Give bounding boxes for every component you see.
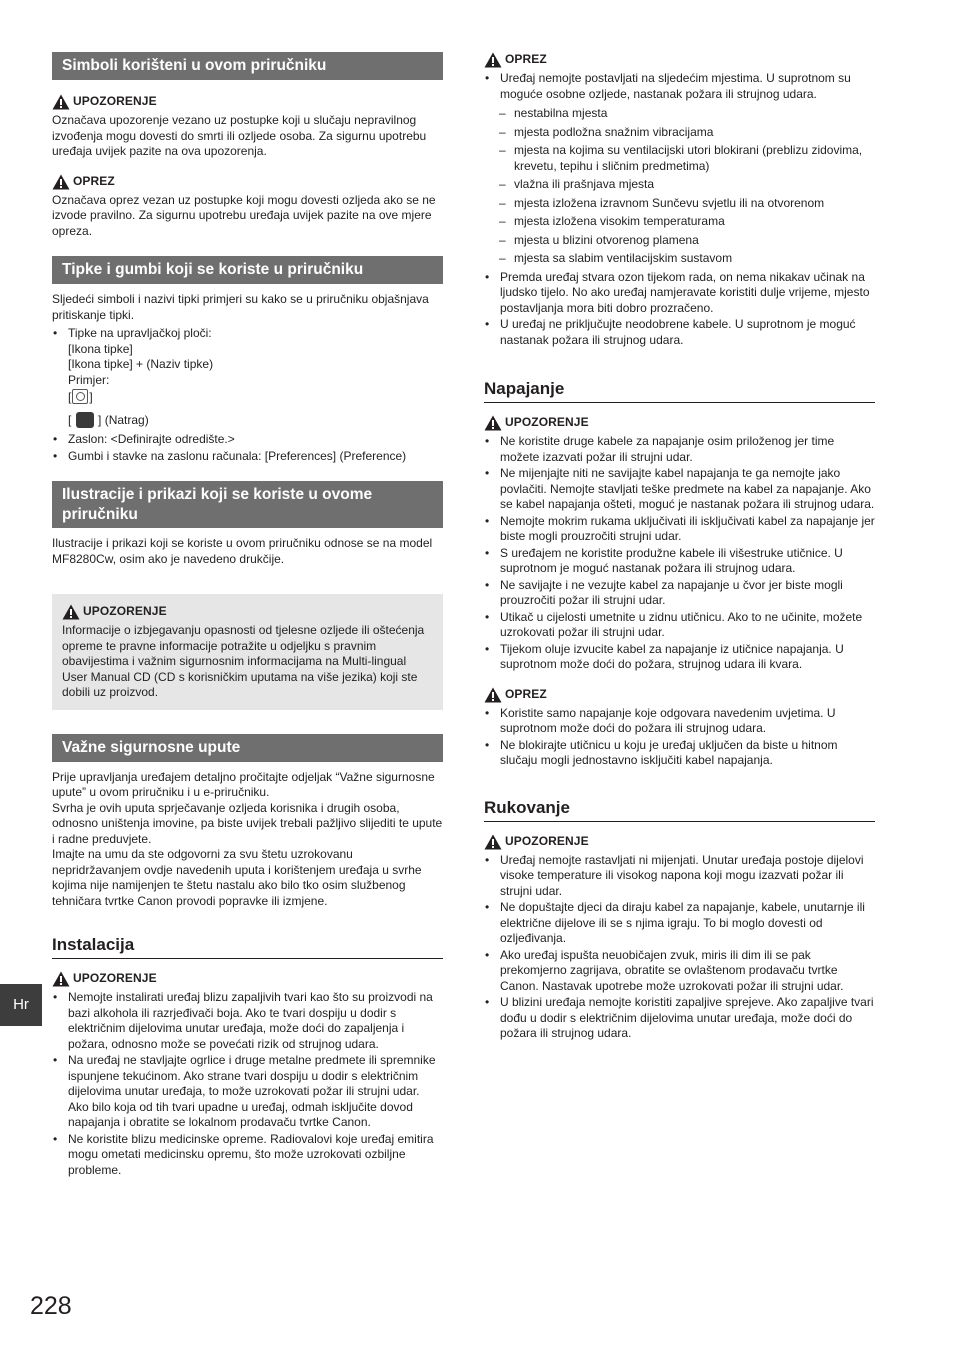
power-warnings — [484, 434, 875, 673]
list-item: • Tipke na upravljačkoj ploči: [Ikona tipke] [Ikona tipke] + (Naziv tipke) Primjer: [ ] [ ] (Natrag) — [52, 326, 443, 428]
keys-list — [52, 326, 443, 464]
caution-description: Označava oprez vezan uz postupke koji mogu dovesti ozljeda ako se ne izvode pravilno. Za sigurnu upotrebu uređaja uvijek pazite na ove mjere opreza. — [52, 192, 436, 238]
list-item: • Nemojte instalirati uređaj blizu zapaljivih tvari kao što su proizvodi na bazi alkohola ili razrjeđivači boja. Ako te tvari dospiju u dodir s električnim dijelovima unutar uređaja, može doći do zapaljenja i požara, odnosno može se povećati rizik od strujnog udara. — [52, 990, 443, 1052]
warning-label: UPOZORENJE — [52, 971, 443, 987]
list-item: • S uređajem ne koristite produžne kabele ili višestruke utičnice. U suprotnom je moguć nastanak požara ili strujnog udara. — [484, 546, 875, 577]
warning-triangle-icon — [484, 52, 502, 68]
left-column — [52, 52, 443, 1179]
section-title-safety: Važne sigurnosne upute — [52, 734, 443, 762]
placement-cautions — [484, 71, 875, 348]
warning-triangle-icon — [484, 834, 502, 850]
list-item: • Koristite samo napajanje koje odgovara navedenim uvjetima. U suprotnom može doći do požara ili strujnog udara. — [484, 706, 875, 737]
section-title-symbols: Simboli korišteni u ovom priručniku — [52, 52, 443, 80]
warning-description: Označava upozorenje vezano uz postupke koji u slučaju nepravilnog izvođenja mogu dovesti do smrti ili ozljede osoba. Za sigurnu upotrebu uređaja uvijek pazite na ova upozorenja. — [52, 113, 427, 158]
list-item: • Tijekom oluje izvucite kabel za napajanje iz utičnice napajanja. U suprotnom može doći do požara, strujnog udara ili kvara. — [484, 642, 875, 673]
list-item: – mjesta podložna snažnim vibracijama — [484, 125, 875, 141]
warning-triangle-icon — [52, 174, 70, 190]
right-column — [484, 52, 875, 1043]
warning-label: UPOZORENJE — [62, 604, 433, 620]
section-heading-installation: Instalacija — [52, 934, 443, 959]
list-item: – nestabilna mjesta — [484, 106, 875, 122]
warning-triangle-icon — [62, 604, 80, 620]
safety-paragraph-2: Svrha je ovih uputa sprječavanje ozljeda korisnika i drugih osoba, odnosno uništenja imovine, pa biste uvijek trebali pažljivo slijediti te upute i radne preduvjete. — [52, 800, 443, 846]
list-item: – mjesta na kojima su ventilacijski utori blokirani (preblizu zidovima, krevetu, tepihu i sličnim predmetima) — [484, 143, 875, 174]
section-heading-power: Napajanje — [484, 378, 875, 403]
list-item: • Ne dopuštajte djeci da diraju kabel za napajanje, kabele, unutarnje ili električne dijelove ili se s njima igraju. To bi moglo dovesti od ozljeđivanja. — [484, 900, 875, 947]
list-item: • U uređaj ne priključujte neodobrene kabele. U suprotnom je moguć nastanak požara ili strujnog udara. — [484, 317, 875, 348]
list-item: • Uređaj nemojte postavljati na sljedećim mjestima. U suprotnom su moguće osobne ozljede, nastanak požara ili strujnog udara. – nestabilna mjesta – mjesta podložna snažnim vibracijama – mjesta na kojima su ventilacijski utori blokirani (preblizu zidovima, krevetu, tepihu i sličnim predmetima) – vlažna ili prašnjava mjesta – mjesta izložena izravnom Sunčevu svjetlu ili na otvorenom – mjesta izložena visokim temperaturama – mjesta u blizini otvorenog plamena – mjesta sa slabim ventilacijskim sustavom — [484, 71, 875, 267]
keys-intro: Sljedeći simboli i nazivi tipki primjeri su kako se u priručniku objašnjava pritiskanje tipki. — [52, 292, 429, 322]
caution-label: OPREZ — [484, 52, 875, 68]
warning-note-box — [52, 594, 443, 710]
list-item: • Ne blokirajte utičnicu u koju je uređaj uključen da biste u hitnom slučaju mogli jednostavno isključiti kabel napajanja. — [484, 738, 875, 769]
section-heading-handling: Rukovanje — [484, 797, 875, 822]
list-item: • Ne koristite blizu medicinske opreme. Radiovalovi koje uređaj emitira mogu ometati medicinsku opremu, što može uzrokovati ozbiljne probleme. — [52, 1132, 443, 1179]
warning-triangle-icon — [484, 415, 502, 431]
list-item: – mjesta izložena visokim temperaturama — [484, 214, 875, 230]
caution-label: OPREZ — [52, 174, 443, 190]
section-title-illustrations: Ilustracije i prikazi koji se koriste u ovome priručniku — [52, 481, 443, 528]
language-tab: Hr — [0, 984, 42, 1026]
list-item: – vlažna ili prašnjava mjesta — [484, 177, 875, 193]
list-item: • U blizini uređaja nemojte koristiti zapaljive spreјeve. Ako zapaljive tvari dođu u dodir s električnim dijelovima unutar uređaja, može doći do požara ili strujnog udara. — [484, 995, 875, 1042]
warning-triangle-icon — [484, 687, 502, 703]
section-title-keys: Tipke i gumbi koji se koriste u priručniku — [52, 256, 443, 284]
unsuitable-places-list — [484, 106, 875, 267]
page-number: 228 — [30, 1292, 72, 1320]
warning-triangle-icon — [52, 94, 70, 110]
warning-triangle-icon — [52, 971, 70, 987]
list-item: • Ne savijajte i ne vezujte kabel za napajanje u čvor jer biste mogli prouzročiti požar ili strujni udar. — [484, 578, 875, 609]
list-item: • Na uređaj ne stavljajte ogrlice i druge metalne predmete ili spremnike ispunjene tekućinom. Ako strane tvari dospiju u dodir s električnim dijelovima unutar uređaja, to može uzrokovati požar ili strujni udar. Ako bilo koja od tih tvari upadne u uređaj, odmah isključite dovod napajanja i obratite se lokalnom prodavaču tvrtke Canon. — [52, 1053, 443, 1131]
list-item: • Gumbi i stavke na zaslonu računala: [Preferences] (Preference) — [52, 449, 443, 465]
list-item: • Zaslon: <Definirajte odredište.> — [52, 432, 443, 448]
list-item: – mjesta izložena izravnom Sunčevu svjetlu ili na otvorenom — [484, 196, 875, 212]
list-item: • Nemojte mokrim rukama uključivati ili isključivati kabel za napajanje jer biste mogli prouzročiti strujni udar. — [484, 514, 875, 545]
warning-label: UPOZORENJE — [484, 834, 875, 850]
list-item: • Ne koristite druge kabele za napajanje osim priloženog jer time možete izazvati požar ili strujni udar. — [484, 434, 875, 465]
caution-label: OPREZ — [484, 687, 875, 703]
list-item: • Ako uređaj ispušta neuobičajen zvuk, miris ili dim ili se pak prekomjerno zagrijava, obratite se ovlaštenom prodavaču tvrtke Canon. Nastavak upotrebe može uzrokovati požar ili strujni udar. — [484, 948, 875, 995]
warning-label: UPOZORENJE — [484, 415, 875, 431]
power-cautions — [484, 706, 875, 769]
warning-label: UPOZORENJE — [52, 94, 443, 110]
list-item: – mjesta u blizini otvorenog plamena — [484, 233, 875, 249]
list-item: • Ne mijenjajte niti ne savijajte kabel napajanja te ga nemojte jako povlačiti. Nemojte stavljati teške predmete na kabel za napajanje. Ako se kabel napajanja ošteti, moguć je nastanak požara ili strujnog udara. — [484, 466, 875, 513]
list-item: • Utikač u cijelosti umetnite u zidnu utičnicu. Ako to ne učinite, možete uzrokovati požar ili strujni udar. — [484, 610, 875, 641]
safety-paragraph-3: Imajte na umu da ste odgovorni za svu štetu uzrokovanu nepridržavanjem ovdje navedenih uputa i korištenjem uređaja u svrhe kojima nije namijenjen te štetu nastalu ako bilo tko osim službenog tehničara tvrtke Canon provodi popravke ili izmjene. — [52, 847, 422, 908]
list-item: • Uređaj nemojte rastavljati ni mijenjati. Unutar uređaja postoje dijelovi visoke temperature ili visokog napona koji mogu izazvati požar ili strujni udar. — [484, 853, 875, 900]
back-key-icon — [76, 412, 94, 428]
warning-note-text: Informacije o izbjegavanju opasnosti od tjelesne ozljede ili oštećenja opreme te pravne informacije potražite u odjeljku s pravnim obavijestima i važnim sigurnosnim informacijama na Multi-lingual User Manual CD (CD s korisničkim uputama na više jezika) koji ste dobili uz proizvod. — [62, 623, 425, 699]
home-key-icon — [72, 389, 88, 404]
list-item: • Premda uređaj stvara ozon tijekom rada, on nema nikakav učinak na ljudsko tijelo. No ako uređaj namjeravate koristiti dulje vrijeme, mjesto postavljanja mora biti dobro prozračeno. — [484, 270, 875, 317]
illustrations-text: Ilustracije i prikazi koji se koriste u ovom priručniku odnose se na model MF8280Cw, osim ako je navedeno drukčije. — [52, 536, 433, 566]
handling-warnings — [484, 853, 875, 1042]
installation-warnings — [52, 990, 443, 1178]
list-item: – mjesta sa slabim ventilacijskim sustavom — [484, 251, 875, 267]
safety-paragraph-1: Prije upravljanja uređajem detaljno pročitajte odjeljak “Važne sigurnosne upute” u ovom priručniku i u e-priručniku. — [52, 769, 435, 799]
